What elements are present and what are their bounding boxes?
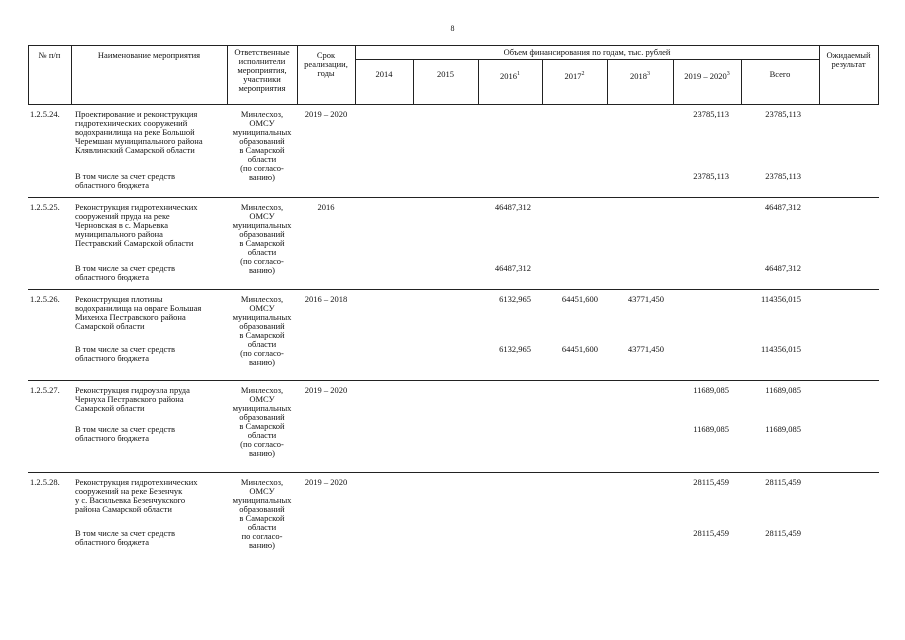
row-name: Реконструкция плотины водохранилища на овраге Большая Михеиха Пестравского района Самарской области: [75, 294, 202, 331]
row-separator: [28, 289, 879, 290]
subrow-value-2019-2020: 11689,085: [693, 424, 729, 434]
row-value-2019-2020: 23785,113: [693, 109, 729, 119]
col-border-2018: [673, 59, 674, 105]
subrow-value-2016: 6132,965: [499, 344, 531, 354]
subrow-name: В том числе за счет средств областного бюджета: [75, 263, 175, 282]
row-number: 1.2.5.26.: [30, 294, 60, 304]
row-separator: [28, 472, 879, 473]
row-value-2019-2020: 28115,459: [693, 477, 729, 487]
row-executors: Минлесхоз, ОМСУ муниципальных образований в Самарской области (по согласо- ванию): [232, 385, 292, 458]
row-value-total: 11689,085: [765, 385, 801, 395]
subrow-name: В том числе за счет средств областного бюджета: [75, 424, 175, 443]
header-funding: Объем финансирования по годам, тыс. рублей: [503, 47, 671, 57]
row-executors: Минлесхоз, ОМСУ муниципальных образований в Самарской области (по согласо- ванию): [232, 202, 292, 275]
row-number: 1.2.5.24.: [30, 109, 60, 119]
table-top-border: [28, 45, 879, 46]
header-total: Всего: [769, 69, 791, 79]
header-year-2014: 2014: [375, 69, 393, 79]
row-number: 1.2.5.27.: [30, 385, 60, 395]
row-name: Проектирование и реконструкция гидротехнических сооружений водохранилища на реке Большой Черемшан муниципального района Клявлинский Самарской области: [75, 109, 203, 155]
row-period: 2016 – 2018: [304, 294, 348, 304]
row-value-2017: 64451,600: [561, 294, 598, 304]
row-value-2016: 46487,312: [494, 202, 531, 212]
row-separator: [28, 197, 879, 198]
row-period: 2019 – 2020: [304, 109, 348, 119]
header-year-2016: 2016$^1$: [500, 70, 520, 81]
row-period: 2016: [317, 202, 335, 212]
subrow-value-2019-2020: 23785,113: [693, 171, 729, 181]
subrow-value-total: 23785,113: [765, 171, 801, 181]
col-border-1920: [741, 59, 742, 105]
row-name: Реконструкция гидроузла пруда Чернуха Пестравского района Самарской области: [75, 385, 190, 413]
row-value-2018: 43771,450: [627, 294, 664, 304]
header-year-2017: 2017$^2$: [564, 70, 585, 81]
row-name: Реконструкция гидротехнических сооружений на реке Безенчук у с. Васильевка Безенчукского района Самарской области: [75, 477, 198, 514]
header-year-2015: 2015: [437, 69, 454, 79]
header-exec: Ответственные исполнители мероприятия, участники мероприятия: [234, 47, 290, 93]
row-period: 2019 – 2020: [304, 385, 348, 395]
row-value-2016: 6132,965: [499, 294, 531, 304]
table-header-bottom-border: [28, 104, 879, 105]
col-border-right: [878, 45, 879, 105]
header-period: Срок реализации, годы: [304, 50, 348, 78]
row-name: Реконструкция гидротехнических сооружений пруда на реке Черновская в с. Марьевка муниципального района Пестравский Самарской области: [75, 202, 198, 248]
row-value-total: 23785,113: [765, 109, 801, 119]
row-executors: Минлесхоз, ОМСУ муниципальных образований в Самарской области (по согласо- ванию): [232, 294, 292, 367]
header-num: № п/п: [38, 50, 61, 60]
subrow-value-2016: 46487,312: [494, 263, 531, 273]
row-number: 1.2.5.28.: [30, 477, 60, 487]
row-separator: [28, 380, 879, 381]
col-border-2014: [413, 59, 414, 105]
subrow-name: В том числе за счет средств областного бюджета: [75, 171, 175, 190]
row-period: 2019 – 2020: [304, 477, 348, 487]
subrow-value-2019-2020: 28115,459: [693, 528, 729, 538]
col-border-2015: [478, 59, 479, 105]
row-executors: Минлесхоз, ОМСУ муниципальных образований в Самарской области по согласо- ванию): [232, 477, 292, 550]
header-result: Ожидаемый результат: [826, 50, 871, 69]
page-number: 8: [450, 24, 455, 33]
row-value-total: 28115,459: [765, 477, 801, 487]
subrow-value-total: 114356,015: [760, 344, 801, 354]
row-value-total: 46487,312: [764, 202, 801, 212]
col-border-2017: [607, 59, 608, 105]
header-name: Наименование мероприятия: [97, 50, 201, 60]
funding-header-divider: [355, 59, 819, 60]
subrow-name: В том числе за счет средств областного бюджета: [75, 344, 175, 363]
subrow-value-total: 46487,312: [764, 263, 801, 273]
col-border-2016: [542, 59, 543, 105]
row-value-2019-2020: 11689,085: [693, 385, 729, 395]
row-executors: Минлесхоз, ОМСУ муниципальных образований в Самарской области (по согласо- ванию): [232, 109, 292, 182]
row-number: 1.2.5.25.: [30, 202, 60, 212]
subrow-value-2018: 43771,450: [627, 344, 664, 354]
subrow-value-total: 11689,085: [765, 424, 801, 434]
subrow-name: В том числе за счет средств областного бюджета: [75, 528, 175, 547]
subrow-value-2017: 64451,600: [561, 344, 598, 354]
row-value-total: 114356,015: [760, 294, 801, 304]
header-year-2019-2020: 2019 – 2020$^3$: [684, 70, 730, 81]
header-year-2018: 2018$^3$: [630, 70, 650, 81]
subrow-value-total: 28115,459: [765, 528, 801, 538]
